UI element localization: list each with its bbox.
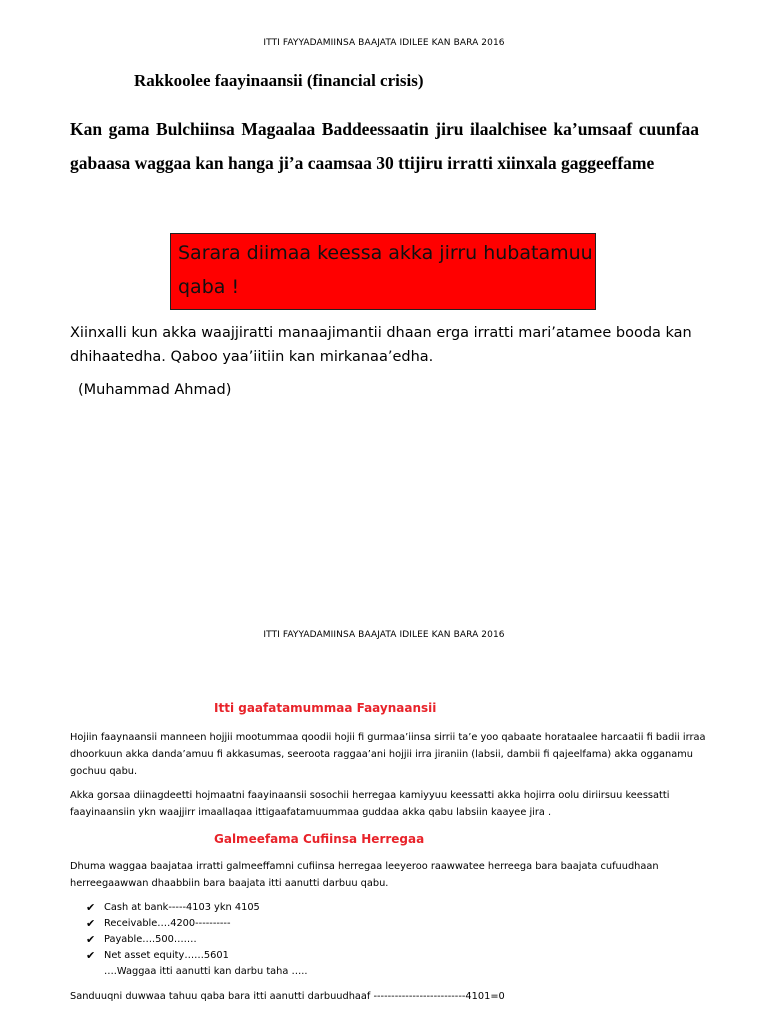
intro-paragraph: Kan gama Bulchiinsa Magaalaa Baddeessaatin jiru ilaalchisee ka’umsaaf cuunfaa gabaasa waggaa kan hanga ji’a caamsaa 30 ttijiru irratti xiinxala gaggeeffame	[70, 119, 699, 173]
page-header-2: ITTI FAYYADAMIINSA BAAJATA IDILEE KAN BARA 2016	[263, 630, 505, 640]
check-icon: ✔	[86, 901, 96, 914]
list-item: ✔ Net asset equity……5601	[86, 949, 229, 962]
author-name: (Muhammad Ahmad)	[78, 382, 232, 398]
red-warning-box	[170, 233, 596, 310]
check-icon: ✔	[86, 949, 96, 962]
document-title: Rakkoolee faayinaansii (financial crisis)	[134, 71, 424, 90]
account-checklist	[86, 900, 260, 964]
paragraph-advisor: Akka gorsaa diinagdeetti hojmaatni faayinaansii sosochii herregaa kamiyyuu keessatti akka hojirra oolu diriirsuu keessatti faayinaansiin ykn waajjirr imaallaqaa ittigaafatamuummaa guddaa akka qabu labsiin kaayee jira .	[70, 790, 670, 818]
check-icon: ✔	[86, 933, 96, 946]
section-title-closing: Galmeefama Cufiinsa Herregaa	[214, 832, 425, 846]
check-icon: ✔	[86, 917, 96, 930]
body-paragraph: Xiinxalli kun akka waajjiratti manaajimantii dhaan erga irratti mari’atamee booda kan dhihaatedha. Qaboo yaa’iitiin kan mirkanaa’edha.	[70, 325, 692, 365]
paragraph-closing: Dhuma waggaa baajataa irratti galmeeffamni cufiinsa herregaa leeyeroo raawwatee herreega bara baajata cufuudhaan herreegaawwan dhaabbiin bara baajata itti aanutti darbuu qabu.	[70, 861, 659, 889]
section-title-responsibility: Itti gaafatamummaa Faaynaansii	[214, 701, 437, 715]
closing-statement: Sanduuqni duwwaa tahuu qaba bara itti aanutti darbuudhaaf --------------------------4101=0	[70, 991, 505, 1002]
list-item: ✔ Cash at bank-----4103 ykn 4105	[86, 901, 260, 914]
carry-forward-note: ….Waggaa itti aanutti kan darbu taha …..	[104, 966, 308, 977]
warning-text: Sarara diimaa keessa akka jirru hubatamuu qaba !	[178, 242, 593, 298]
list-item: ✔ Payable….500…….	[86, 933, 197, 946]
paragraph-responsibility: Hojiin faaynaansii manneen hojjii mootummaa qoodii hojii fi gurmaa’iinsa sirrii ta’e yoo qabaate horataalee harcaatii fi badii irraa dhoorkuun akka danda’amuu fi akkasumas, seeroota raggaa’ani hojjii irra jiraniin (labsii, dambii fi qajeelfama) akka ogganamu gochuu qabu.	[70, 732, 706, 777]
page-header: ITTI FAYYADAMIINSA BAAJATA IDILEE KAN BARA 2016	[263, 38, 505, 48]
list-item: ✔ Receivable….4200----------	[86, 917, 231, 930]
